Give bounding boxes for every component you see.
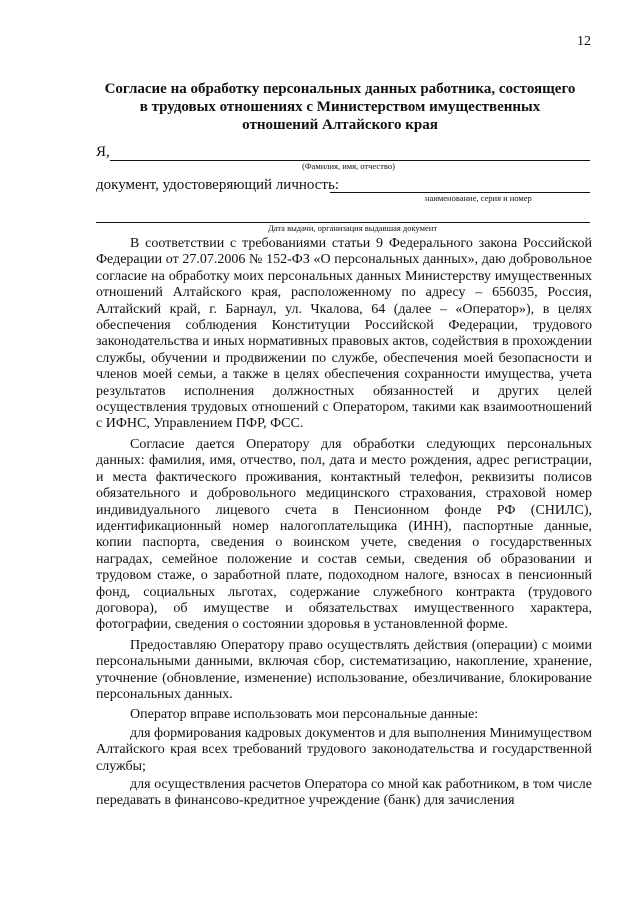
paragraph-usage-hr: для формирования кадровых документов и для выполнения Минимуществом Алтайского края всех требований трудового законодательства и государственной службы; [96, 725, 592, 774]
name-caption: (Фамилия, имя, отчество) [302, 161, 395, 171]
document-title [60, 80, 620, 134]
paragraph-rights: Предоставляю Оператору право осуществлять действия (операции) с моими персональными данными, включая сбор, систематизацию, накопление, хранение, уточнение (обновление, изменение) использование, обезличивание, блокирование персональных данных. [96, 637, 592, 702]
title-line: отношений Алтайского края [242, 117, 438, 133]
paragraph-purpose: В соответствии с требованиями статьи 9 Федерального закона Российской Федерации от 27.07.2006 № 152-ФЗ «О персональных данных», даю добровольное согласие на обработку моих персональных данных Министерству имущественных отношений Алтайского края, расположенному по адресу – 656035, Россия, Алтайский край, г. Барнаул, ул. Чкалова, 64 (далее – «Оператор»), в целях обеспечения соблюдения Конституции Российской Федерации, трудового законодательства и иных нормативных правовых актов, содействия в прохождении службы, обучении и продвижении по службе, обеспечения моей безопасности и членов моей семьи, а также в целях обеспечения сохранности имущества, учета результатов исполнения должностных обязанностей и других целей осуществления трудовых отношений с Оператором, такими как взаимоотношений с ИФНС, Управлением ПФР, ФСС. [96, 236, 592, 432]
paragraph-usage-payments: для осуществления расчетов Оператора со мной как работником, в том числе передавать в финансово-кредитное учреждение (банк) для зачисления [96, 777, 592, 809]
paragraph-usage-intro: Оператор вправе использовать мои персональные данные: [130, 707, 479, 723]
name-prefix: Я, [96, 144, 110, 160]
title-line: в трудовых отношениях с Министерством имущественных [139, 99, 541, 115]
date-caption: Дата выдачи, организация выдавшая документ [268, 223, 438, 233]
doc-label: документ, удостоверяющий личность: [96, 177, 339, 193]
doc-caption: наименование, серия и номер [425, 193, 532, 203]
page-number: 12 [577, 34, 591, 49]
title-line: Согласие на обработку персональных данных работника, состоящего [104, 81, 576, 97]
paragraph-data-list: Согласие дается Оператору для обработки следующих персональных данных: фамилия, имя, отчество, пол, дата и место рождения, адрес регистрации, и места фактического проживания, контактный телефон, реквизиты полисов обязательного и добровольного медицинского страхования, страховой номер индивидуального лицевого счета в Пенсионном фонде РФ (СНИЛС), идентификационный номер налогоплательщика (ИНН), паспортные данные, копии паспорта, сведения о воинском учете, сведения о государственных наградах, семейное положение и состав семьи, сведения об образовании и трудовом стаже, о заработной плате, подоходном налоге, взносах в пенсионный фонд, социальных льготах, содержание служебного контракта (трудового договора), об имуществе и обязательствах имущественного характера, фотографии, сведения о состоянии здоровья в установленной форме. [96, 436, 592, 633]
consent-body [96, 236, 592, 814]
